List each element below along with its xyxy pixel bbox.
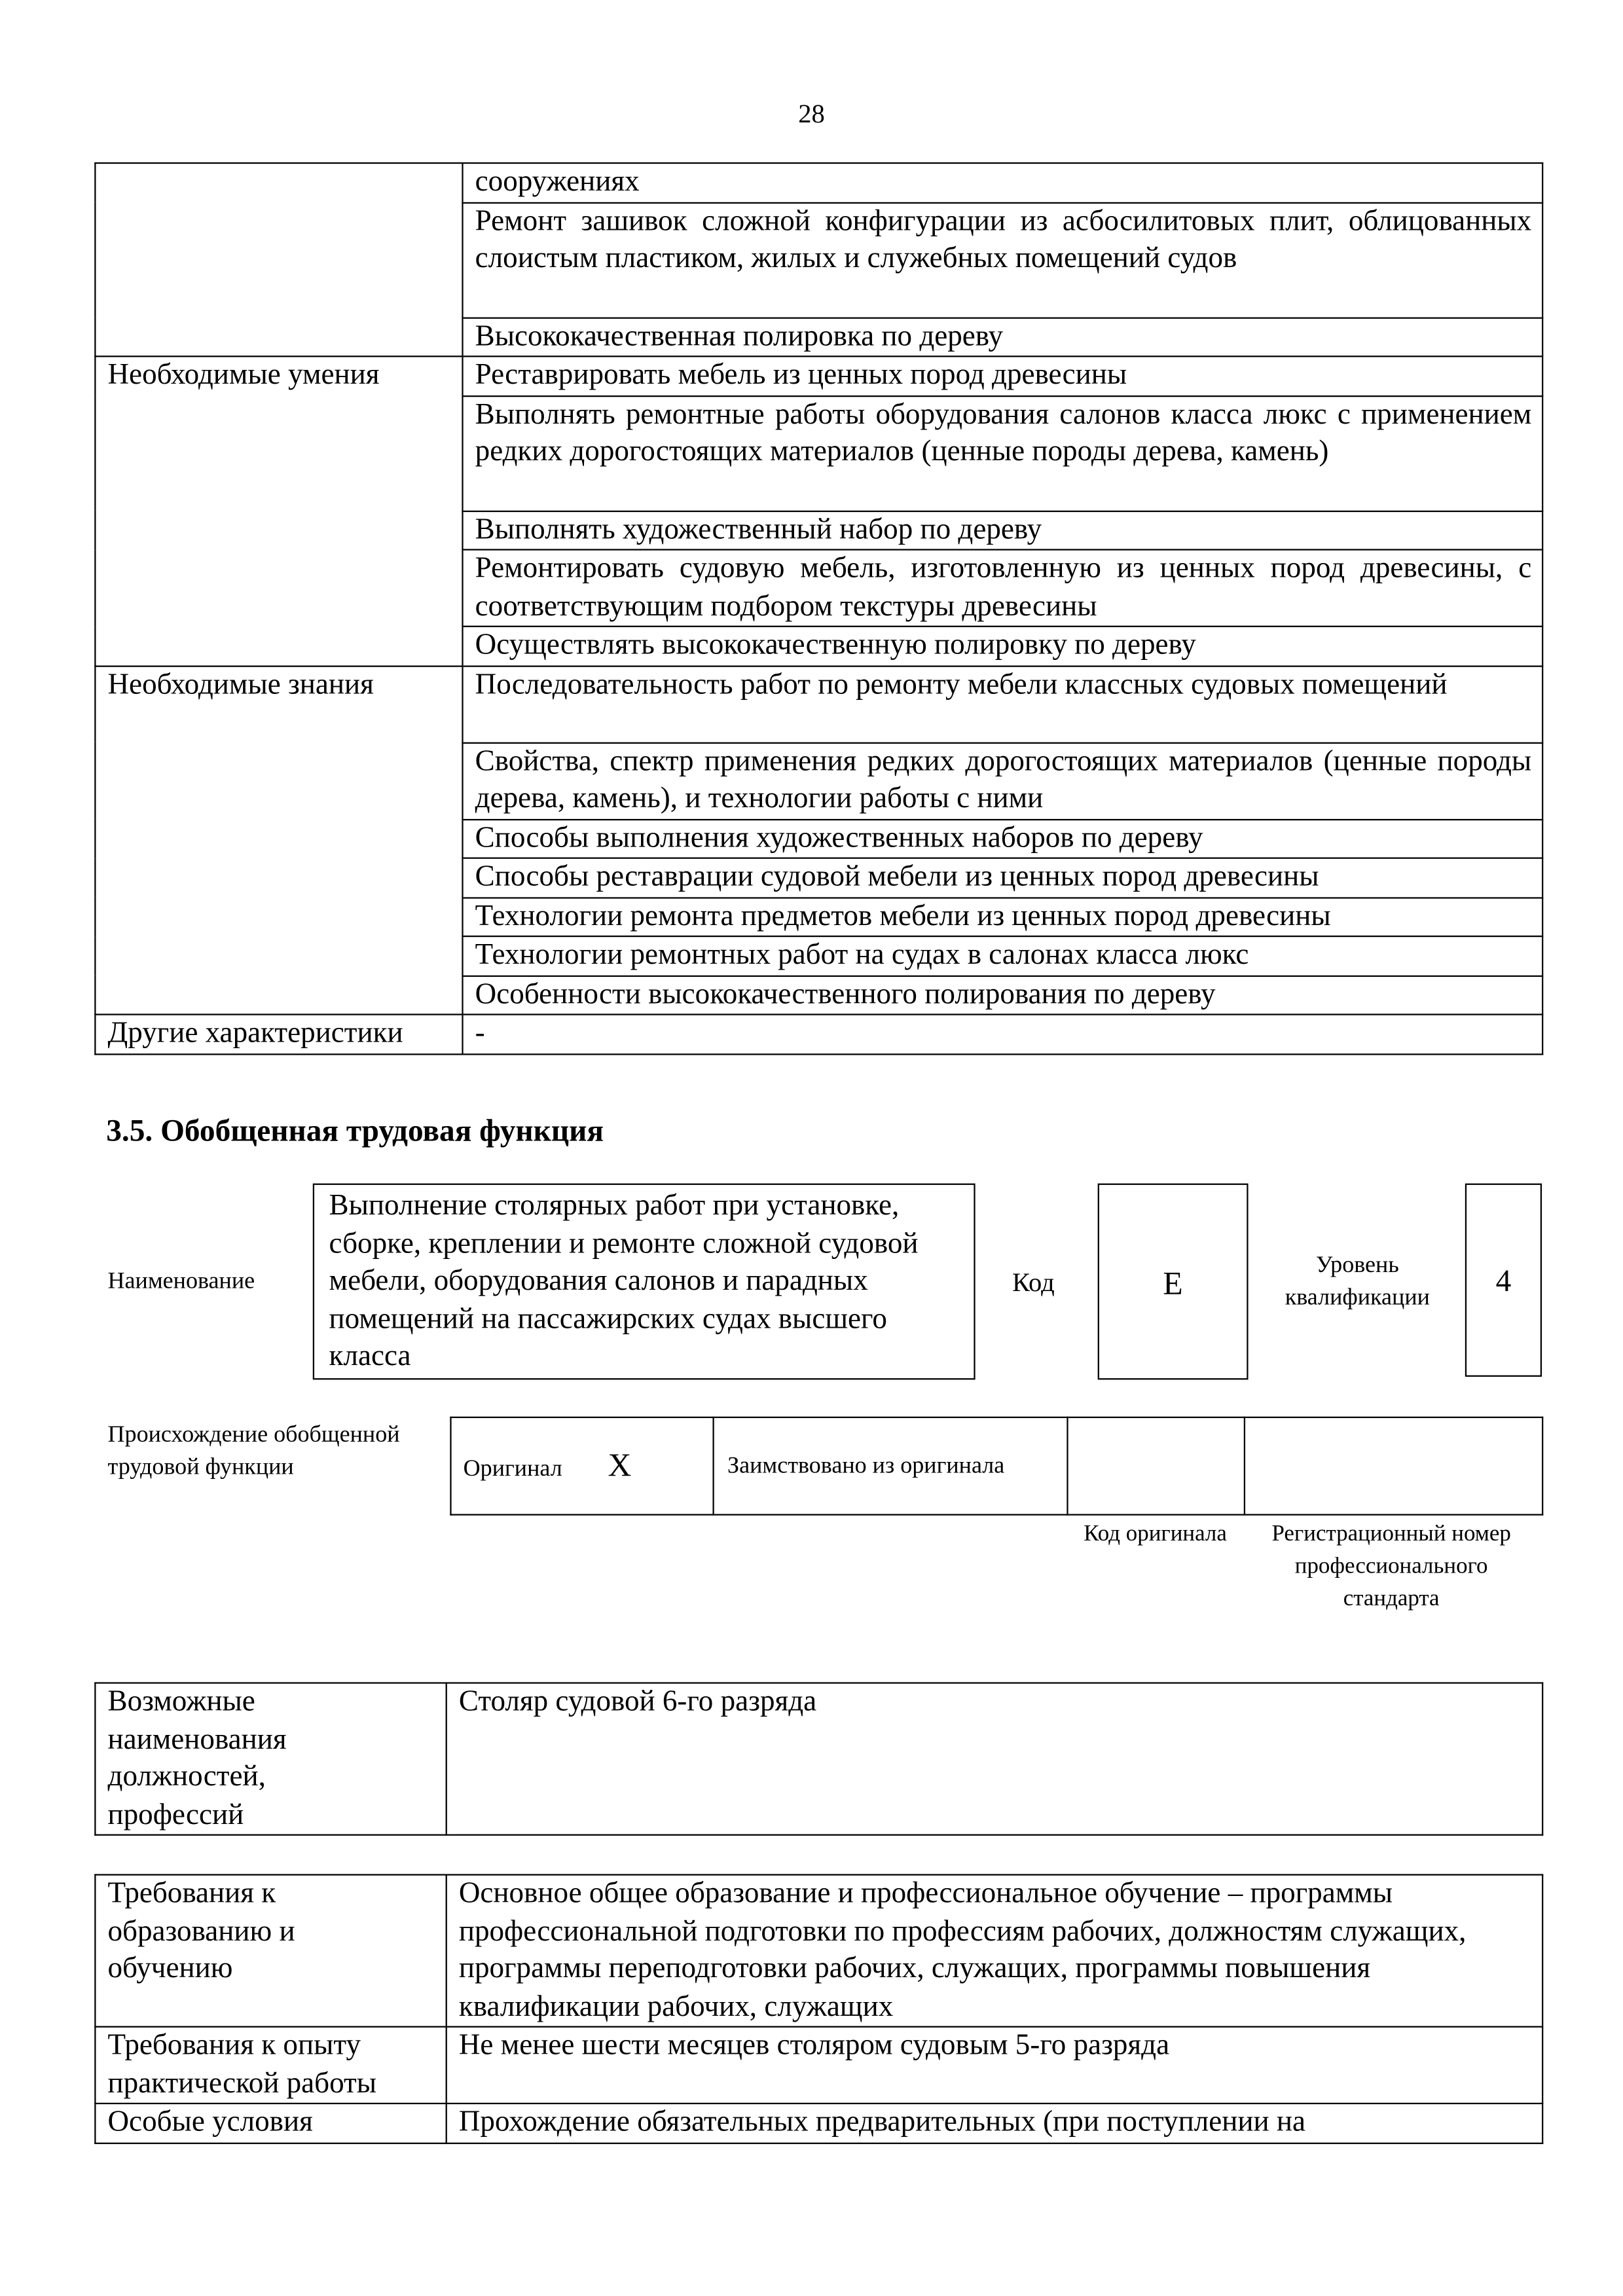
list-item: Ремонтировать судовую мебель, изготовленную из ценных пород древесины, с соответствующим подбором текстуры древесины bbox=[463, 550, 1543, 627]
requirement-value: Основное общее образование и профессиональное обучение – программы профессиональной подготовки по профессиям рабочих, должностям служащих, программы переподготовки рабочих, служащих, программы повышения квалификации рабочих, служащих bbox=[447, 1875, 1542, 2027]
reg-number-cell bbox=[1245, 1417, 1542, 1515]
table-row bbox=[95, 2104, 1542, 2143]
origin-label: Происхождение обобщенной трудовой функции bbox=[107, 1422, 400, 1480]
section-title: 3.5. Обобщенная трудовая функция bbox=[106, 1112, 604, 1148]
code-value: E bbox=[1163, 1264, 1183, 1302]
knowledge-label: Необходимые знания bbox=[95, 666, 462, 1015]
table-row bbox=[95, 1875, 1542, 2027]
list-item: Выполнять ремонтные работы оборудования салонов класса люкс с применением редких дорогостоящих материалов (ценные породы дерева, камень) bbox=[463, 395, 1543, 511]
borrowed-label: Заимствовано из оригинала bbox=[714, 1417, 1068, 1515]
origin-table bbox=[450, 1417, 1543, 1516]
positions-table bbox=[94, 1682, 1543, 1835]
reg-caption: Регистрационный номер профессионального стандарта bbox=[1271, 1521, 1511, 1612]
list-item: Особенности высококачественного полирования по дереву bbox=[463, 975, 1543, 1015]
original-label: Оригинал bbox=[463, 1456, 562, 1482]
list-item: Ремонт зашивок сложной конфигурации из асбосилитовых плит, облицованных слоистым пластиком, жилых и служебных помещений судов bbox=[463, 202, 1543, 318]
name-value: Выполнение столярных работ при установке, сборке, креплении и ремонте сложной судовой мебели, оборудования салонов и парадных помещений на пассажирских судах высшего класса bbox=[329, 1189, 919, 1373]
name-value-box bbox=[313, 1184, 976, 1380]
level-value: 4 bbox=[1495, 1263, 1512, 1299]
requirements-table bbox=[94, 1874, 1543, 2143]
list-item: Технологии ремонтных работ на судах в салонах класса люкс bbox=[463, 936, 1543, 975]
list-item: Последовательность работ по ремонту мебели классных судовых помещений bbox=[463, 666, 1543, 742]
page-number: 28 bbox=[798, 99, 825, 129]
competency-table bbox=[94, 162, 1543, 1054]
requirement-value: Прохождение обязательных предварительных (при поступлении на bbox=[447, 2104, 1542, 2143]
level-label: Уровень квалификации bbox=[1285, 1252, 1430, 1311]
requirement-value: Не менее шести месяцев столяром судовым 5-го разряда bbox=[447, 2027, 1542, 2104]
other-value: - bbox=[463, 1015, 1543, 1054]
list-item: Технологии ремонта предметов мебели из ценных пород древесины bbox=[463, 897, 1543, 936]
list-item: Способы реставрации судовой мебели из ценных пород древесины bbox=[463, 858, 1543, 898]
row-label-empty bbox=[95, 163, 462, 356]
requirement-label: Особые условия bbox=[95, 2104, 446, 2143]
list-item: Реставрировать мебель из ценных пород древесины bbox=[463, 356, 1543, 395]
list-item: Осуществлять высококачественную полировку по дереву bbox=[463, 627, 1543, 666]
list-item: Свойства, спектр применения редких дорогостоящих материалов (ценные породы дерева, камень), и технологии работы с ними bbox=[463, 742, 1543, 819]
list-item: Способы выполнения художественных наборов по дереву bbox=[463, 819, 1543, 858]
other-label: Другие характеристики bbox=[95, 1015, 462, 1054]
requirement-label: Требования к образованию и обучению bbox=[95, 1875, 446, 2027]
name-label: Наименование bbox=[107, 1269, 255, 1294]
skills-label: Необходимые умения bbox=[95, 356, 462, 665]
requirement-label: Требования к опыту практической работы bbox=[95, 2027, 446, 2104]
code-caption: Код оригинала bbox=[1084, 1521, 1227, 1547]
list-item: Выполнять художественный набор по дереву bbox=[463, 511, 1543, 550]
table-row bbox=[95, 2027, 1542, 2104]
original-cell bbox=[450, 1417, 713, 1515]
original-mark: X bbox=[608, 1446, 632, 1483]
code-label: Код bbox=[1012, 1267, 1055, 1298]
original-code-cell bbox=[1067, 1417, 1244, 1515]
level-value-box bbox=[1465, 1184, 1542, 1377]
positions-label: Возможные наименования должностей, профессий bbox=[95, 1683, 446, 1835]
list-item: сооружениях bbox=[463, 163, 1543, 202]
positions-value: Столяр судовой 6-го разряда bbox=[447, 1683, 1542, 1835]
code-value-box bbox=[1098, 1184, 1249, 1380]
list-item: Высококачественная полировка по дереву bbox=[463, 318, 1543, 357]
